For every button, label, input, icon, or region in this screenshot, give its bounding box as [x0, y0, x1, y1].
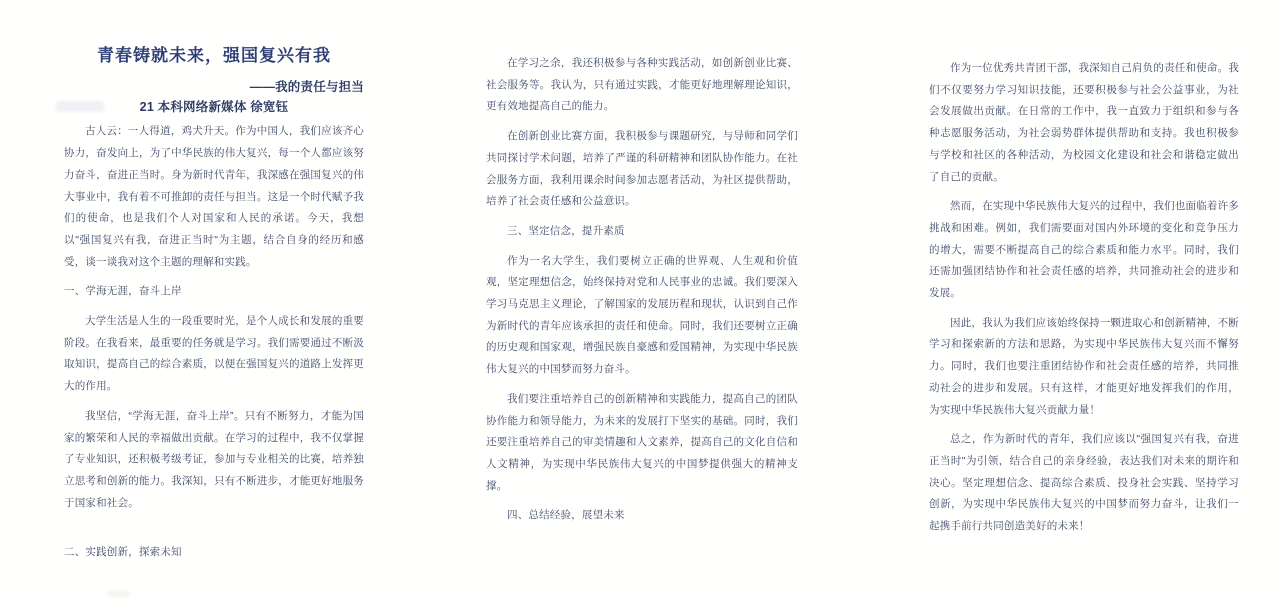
section-heading: 三、坚定信念，提升素质	[507, 224, 625, 237]
document-byline	[64, 99, 364, 115]
paragraph: 我坚信，“学海无涯，奋斗上岸”。只有不断努力，才能为国家的繁荣和人民的幸福做出贡献。在学习的过程中，我不仅掌握了专业知识，还积极考级考证，参加与专业相关的比赛，培养独立思考和创新的能力。我深知，只有不断进步，才能更好地服务于国家和社会。	[64, 409, 364, 509]
paragraph: 总之，作为新时代的青年，我们应该以"强国复兴有我，奋进正当时"为引领，结合自己的亲身经验，表达我们对未来的期许和决心。坚定理想信念、提高综合素质、投身社会实践、坚持学习创新，为实现中华民族伟大复兴的中国梦而努力奋斗，让我们一起携手前行共同创造美好的未来！	[929, 433, 1239, 533]
section-heading: 一、学海无涯，奋斗上岸	[64, 285, 182, 298]
section-heading: 二、实践创新，探索未知	[64, 546, 182, 559]
paragraph: 在学习之余，我还积极参与各种实践活动，如创新创业比赛、社会服务等。我认为，只有通过实践，才能更好地理解理论知识，更有效地提高自己的能力。	[486, 57, 798, 113]
document-title: 青春铸就未来，强国复兴有我	[97, 46, 331, 65]
page-column-3	[929, 52, 1239, 538]
paragraph: 在创新创业比赛方面，我积极参与课题研究，与导师和同学们共同探讨学术问题，培养了严谨的科研精神和团队协作能力。在社会服务方面，我利用课余时间参加志愿者活动，为社区提供帮助，培养了社会责任感和公益意识。	[486, 130, 798, 208]
page-column-1	[64, 45, 364, 564]
redaction-blur	[55, 101, 105, 112]
paragraph: 因此，我认为我们应该始终保持一颗进取心和创新精神，不断学习和探索新的方法和思路，为实现中华民族伟大复兴而不懈努力。同时，我们也要注重团结协作和社会责任感的培养，共同推动社会的进步和发展。只有这样，才能更好地发挥我们的作用，为实现中华民族伟大复兴贡献力量！	[929, 316, 1239, 416]
document-subtitle: ——我的责任与担当	[249, 79, 364, 94]
column-2-blocks	[486, 53, 798, 527]
paragraph: 然而，在实现中华民族伟大复兴的过程中，我们也面临着许多挑战和困难。例如，我们需要面对国内外环境的变化和竞争压力的增大，需要不断提高自己的综合素质和能力水平。同时，我们还需加强团结协作和社会责任感的培养，共同推动社会的进步和发展。	[929, 200, 1239, 300]
paragraph: 古人云：一人得道，鸡犬升天。作为中国人，我们应该齐心协力，奋发向上，为了中华民族的伟大复兴，每一个人都应该努力奋斗，奋进正当时。身为新时代青年，我深感在强国复兴的伟大事业中，我有着不可推卸的责任与担当。这是一个时代赋予我们的使命，也是我们个人对国家和人民的承诺。今天，我想以"强国复兴有我，奋进正当时"为主题，结合自身的经历和感受，谈一谈我对这个主题的理解和实践。	[64, 125, 364, 268]
page-smudge-artifact	[108, 590, 130, 597]
column-3-blocks	[929, 58, 1239, 538]
paragraph: 作为一名大学生，我们要树立正确的世界观、人生观和价值观，坚定理想信念，始终保持对党和人民事业的忠诚。我们要深入学习马克思主义理论，了解国家的发展历程和现状，认识到自己作为新时代的青年应该承担的责任和使命。同时，我们还要树立正确的历史观和国家观，增强民族自豪感和爱国精神，为实现中华民族伟大复兴的中国梦而努力奋斗。	[486, 254, 798, 376]
paragraph: 大学生活是人生的一段重要时光，是个人成长和发展的重要阶段。在我看来，最重要的任务就是学习。我们需要通过不断汲取知识，提高自己的综合素质，以便在强国复兴的道路上发挥更大的作用。	[64, 315, 364, 393]
column-1-blocks	[64, 121, 364, 564]
byline-text: 21 本科网络新媒体 徐宽钰	[139, 100, 289, 115]
page-column-2	[486, 47, 798, 527]
section-heading: 四、总结经验，展望未来	[507, 509, 625, 522]
paragraph: 作为一位优秀共青团干部，我深知自己肩负的责任和使命。我们不仅要努力学习知识技能，还要积极参与社会公益事业，为社会发展做出贡献。在日常的工作中，我一直致力于组织和参与各种志愿服务活动，为社会弱势群体提供帮助和支持。我也积极参与学校和社区的各种活动，为校园文化建设和社会和谐稳定做出了自己的贡献。	[929, 62, 1239, 183]
paragraph: 我们要注重培养自己的创新精神和实践能力，提高自己的团队协作能力和领导能力，为未来的发展打下坚实的基础。同时，我们还要注重培养自己的审美情趣和人文素养，提高自己的文化自信和人文精神，为实现中华民族伟大复兴的中国梦提供强大的精神支撑。	[486, 392, 798, 492]
